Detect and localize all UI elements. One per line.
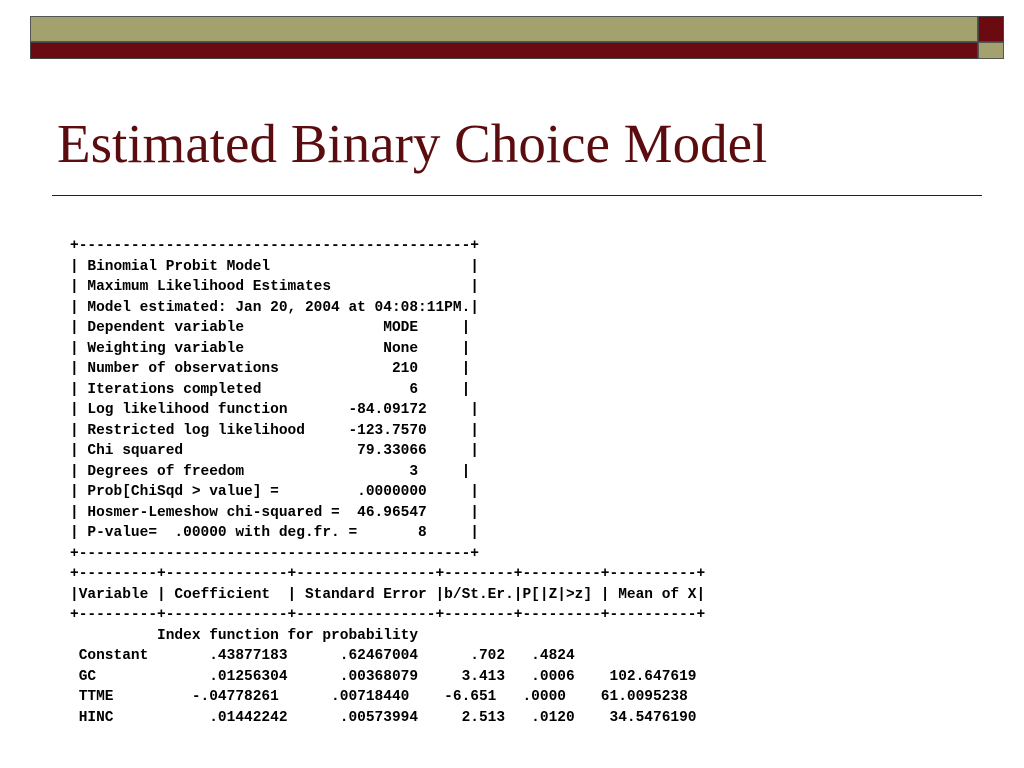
table-header-row: |Variable | Coefficient | Standard Error |b/St.Er.|P[|Z|>z] | Mean of X|: [70, 586, 706, 603]
output-hosmer-lemeshow: | Hosmer-Lemeshow chi-squared = 46.96547 |: [70, 504, 479, 521]
table-row-constant: Constant .43877183 .62467004 .702 .4824: [70, 648, 575, 664]
table-row-gc: GC .01256304 .00368079 3.413 .0006 102.647619: [70, 668, 697, 685]
output-estimated-date: | Model estimated: Jan 20, 2004 at 04:08:11PM.|: [70, 299, 479, 316]
estimation-output: [70, 236, 705, 728]
banner-maroon-square: [978, 16, 1004, 42]
output-p-value: | P-value= .00000 with deg.fr. = 8 |: [70, 525, 479, 541]
output-observations: | Number of observations 210 |: [70, 361, 471, 377]
output-chi-squared: | Chi squared 79.33066 |: [70, 443, 479, 459]
output-iterations: | Iterations completed 6 |: [70, 381, 471, 398]
output-degrees-of-freedom: | Degrees of freedom 3 |: [70, 463, 471, 480]
output-border-top: +---------------------------------------------+: [70, 238, 479, 254]
title-divider: [52, 195, 982, 196]
output-restricted-log-likelihood: | Restricted log likelihood -123.7570 |: [70, 422, 479, 439]
slide-title: Estimated Binary Choice Model: [57, 113, 768, 174]
output-dependent-variable: | Dependent variable MODE |: [70, 320, 471, 336]
table-row-ttme: TTME -.04778261 .00718440 -6.651 .0000 61.0095238: [70, 689, 688, 705]
table-border-header: +---------+--------------+----------------+--------+---------+----------+: [70, 607, 706, 623]
table-row-hinc: HINC .01442242 .00573994 2.513 .0120 34.5476190: [70, 709, 697, 726]
output-prob-chisqd: | Prob[ChiSqd > value] = .0000000 |: [70, 484, 479, 500]
output-border-bottom: +---------------------------------------------+: [70, 545, 479, 562]
output-method: | Maximum Likelihood Estimates |: [70, 279, 479, 295]
table-section-title: Index function for probability: [70, 627, 419, 644]
banner-olive-square: [978, 42, 1004, 59]
output-weighting-variable: | Weighting variable None |: [70, 340, 471, 357]
banner-olive-bar: [30, 16, 978, 42]
table-border-top: +---------+--------------+----------------+--------+---------+----------+: [70, 566, 706, 582]
output-model-name: | Binomial Probit Model |: [70, 258, 479, 275]
banner-maroon-bar: [30, 42, 978, 59]
output-log-likelihood: | Log likelihood function -84.09172 |: [70, 402, 479, 418]
